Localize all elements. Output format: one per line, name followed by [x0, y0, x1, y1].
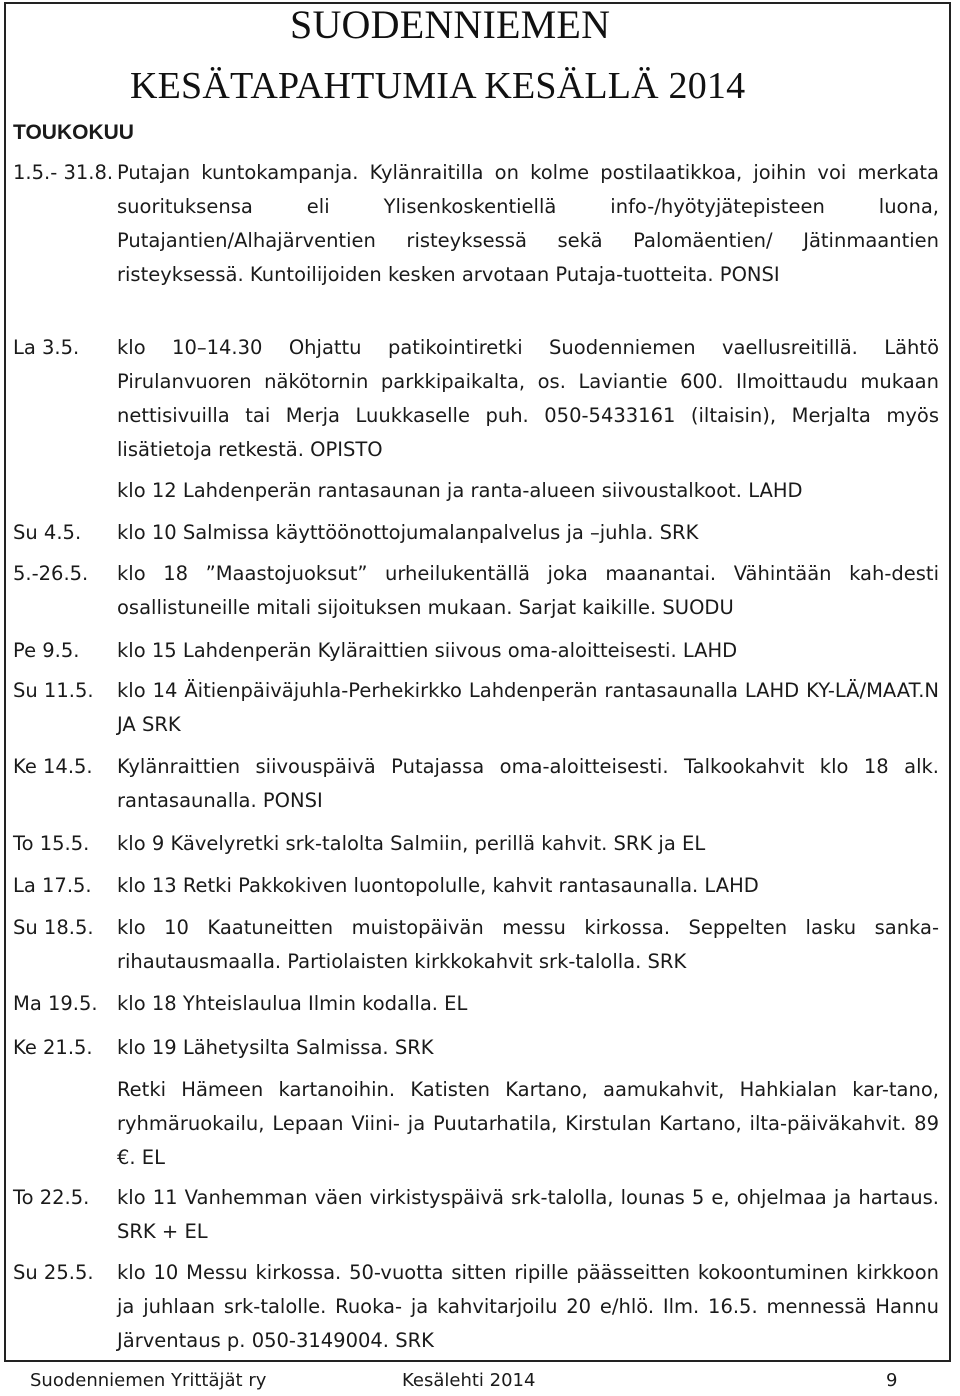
event-date: Ma 19.5. — [13, 992, 98, 1015]
event-description: klo 12 Lahdenperän rantasaunan ja ranta-alueen siivoustalkoot. LAHD — [117, 479, 803, 502]
event-date: 5.-26.5. — [13, 562, 89, 585]
page-number: 9 — [886, 1370, 898, 1391]
event-description: klo 19 Lähetysilta Salmissa. SRK — [117, 1036, 434, 1059]
event-date: Su 18.5. — [13, 916, 94, 939]
event-date: Ke 14.5. — [13, 755, 93, 778]
event-date: Su 25.5. — [13, 1261, 94, 1284]
event-date: La 17.5. — [13, 874, 92, 897]
event-description: klo 15 Lahdenperän Kyläraittien siivous oma-aloitteisesti. LAHD — [117, 639, 738, 662]
event-date: Su 4.5. — [13, 521, 82, 544]
event-description: klo 11 Vanhemman väen virkistyspäivä srk-talolla, lounas 5 e, ohjelmaa ja hartaus. SRK + EL — [117, 1186, 939, 1243]
footer-publisher: Suodenniemen Yrittäjät ry — [30, 1370, 267, 1391]
page-title-line2: KESÄTAPAHTUMIA KESÄLLÄ 2014 — [130, 65, 746, 107]
event-description: Kylänraittien siivouspäivä Putajassa oma-aloitteisesti. Talkookahvit klo 18 alk. rantasaunalla. PONSI — [117, 755, 939, 812]
event-date: 1.5.- 31.8. — [13, 161, 114, 184]
event-description: klo 18 ”Maastojuoksut” urheilukentällä joka maanantai. Vähintään kah-desti osallistuneille mitali sijoituksen mukaan. Sarjat kaikille. SUODU — [117, 562, 939, 619]
event-description: Retki Hämeen kartanoihin. Katisten Kartano, aamukahvit, Hahkialan kar-tano, ryhmäruokailu, Lepaan Viini- ja Puutarhatila, Kirstulan Kartano, ilta-päiväkahvit. 89 €. EL — [117, 1078, 939, 1169]
event-date: Pe 9.5. — [13, 639, 80, 662]
event-description: klo 10 Kaatuneitten muistopäivän messu kirkossa. Seppelten lasku sanka-rihautausmaalla. Partiolaisten kirkkokahvit srk-talolla. SRK — [117, 916, 939, 973]
event-date: La 3.5. — [13, 336, 80, 359]
event-description: klo 10 Salmissa käyttöönottojumalanpalvelus ja –juhla. SRK — [117, 521, 699, 544]
page-title-line1: SUODENNIEMEN — [290, 2, 611, 47]
event-date: Ke 21.5. — [13, 1036, 93, 1059]
event-description: Putajan kuntokampanja. Kylänraitilla on kolme postilaatikkoa, joihin voi merkata suorituksensa eli Ylisenkoskentiellä info-/hyötyjätepisteen luona, Putajantien/Alhajärventien risteyksessä sekä Palomäentien/ Jätinmaantien risteyksessä. Kuntoilijoiden kesken arvotaan Putaja-tuotteita. PONSI — [117, 161, 939, 286]
event-description: klo 18 Yhteislaulua Ilmin kodalla. EL — [117, 992, 468, 1015]
event-description: klo 10 Messu kirkossa. 50-vuotta sitten ripille päässeitten kokoontuminen kirkkoon ja juhlaan srk-talolle. Ruoka- ja kahvitarjoilu 20 e/hlö. Ilm. 16.5. mennessä Hannu Järventaus p. 050-3149004. SRK — [117, 1261, 939, 1352]
event-description: klo 13 Retki Pakkokiven luontopolulle, kahvit rantasaunalla. LAHD — [117, 874, 759, 897]
event-date: Su 11.5. — [13, 679, 94, 702]
footer-issue: Kesälehti 2014 — [402, 1370, 536, 1391]
event-description: klo 9 Kävelyretki srk-talolta Salmiin, perillä kahvit. SRK ja EL — [117, 832, 706, 855]
event-description: klo 10–14.30 Ohjattu patikointiretki Suodenniemen vaellusreitillä. Lähtö Pirulanvuoren näkötornin parkkipaikalta, os. Laviantie 600. Ilmoittaudu mukaan nettisivuilla tai Merja Luukkaselle puh. 050-5433161 (iltaisin), Merjalta myös lisätietoja retkestä. OPISTO — [117, 336, 939, 461]
event-date: To 15.5. — [13, 832, 90, 855]
event-date: To 22.5. — [13, 1186, 90, 1209]
event-description: klo 14 Äitienpäiväjuhla-Perhekirkko Lahdenperän rantasaunalla LAHD KY-LÄ/MAAT.N JA SRK — [117, 679, 939, 736]
month-heading: TOUKOKUU — [13, 121, 134, 144]
